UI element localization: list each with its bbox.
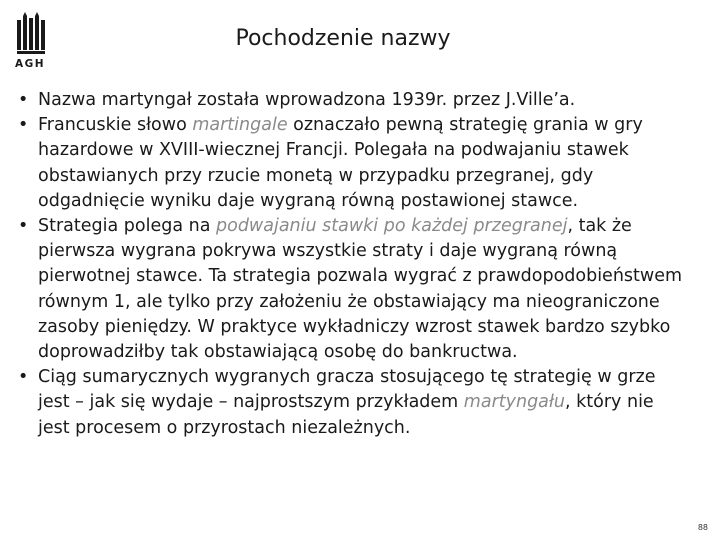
bullet-item [18,113,686,214]
bullet-icon: • [18,367,29,388]
bullet-text: oznaczało pewną strategię grania w gry hazardowe w XVIII-wiecznej Francji. Polegała na podwajaniu stawek obstawianych przy rzucie monetą w przypadku przegranej, gdy odgadnięcie wyniku daje wygraną równą postawionej stawce. [38,115,643,211]
page-title: Pochodzenie nazwy [235,26,451,51]
bullet-icon: • [18,115,29,136]
highlight-term: martyngału [463,392,566,413]
bullet-item [18,88,686,113]
highlight-term: podwajaniu stawki po każdej przegranej [216,216,568,237]
bullet-text: Strategia polega na [38,216,216,237]
bullet-icon: • [18,90,29,110]
page-number: 88 [697,523,708,532]
bullet-text: Francuskie słowo [38,115,193,136]
slide-content [18,88,686,441]
bullet-text: Nazwa martyngał została wprowadzona 1939r. przez J.Ville’a. [38,90,576,110]
bullet-text: Ciąg sumarycznych wygranych gracza stosującego tę strategię w grze jest – jak się wydaje – najprostszym przykładem [38,367,656,413]
bullet-text: , tak że pierwsza wygrana pokrywa wszystkie straty i daje wygraną równą pierwotnej stawce. Ta strategia pozwala wygrać z prawdopodobieństwem równym 1, ale tylko przy założeniu że obstawiający ma nieograniczone zasoby pieniędzy. W praktyce wykładniczy wzrost stawek bardzo szybko doprowadziłby tak obstawiającą osobę do bankructwa. [38,216,683,363]
bullet-item [18,214,686,365]
bullet-text: , który nie jest procesem o przyrostach niezależnych. [38,392,654,438]
bullet-item [18,365,686,441]
highlight-term: martingale [192,115,288,136]
bullet-icon: • [18,216,29,237]
logo-text: AGH [14,58,46,70]
